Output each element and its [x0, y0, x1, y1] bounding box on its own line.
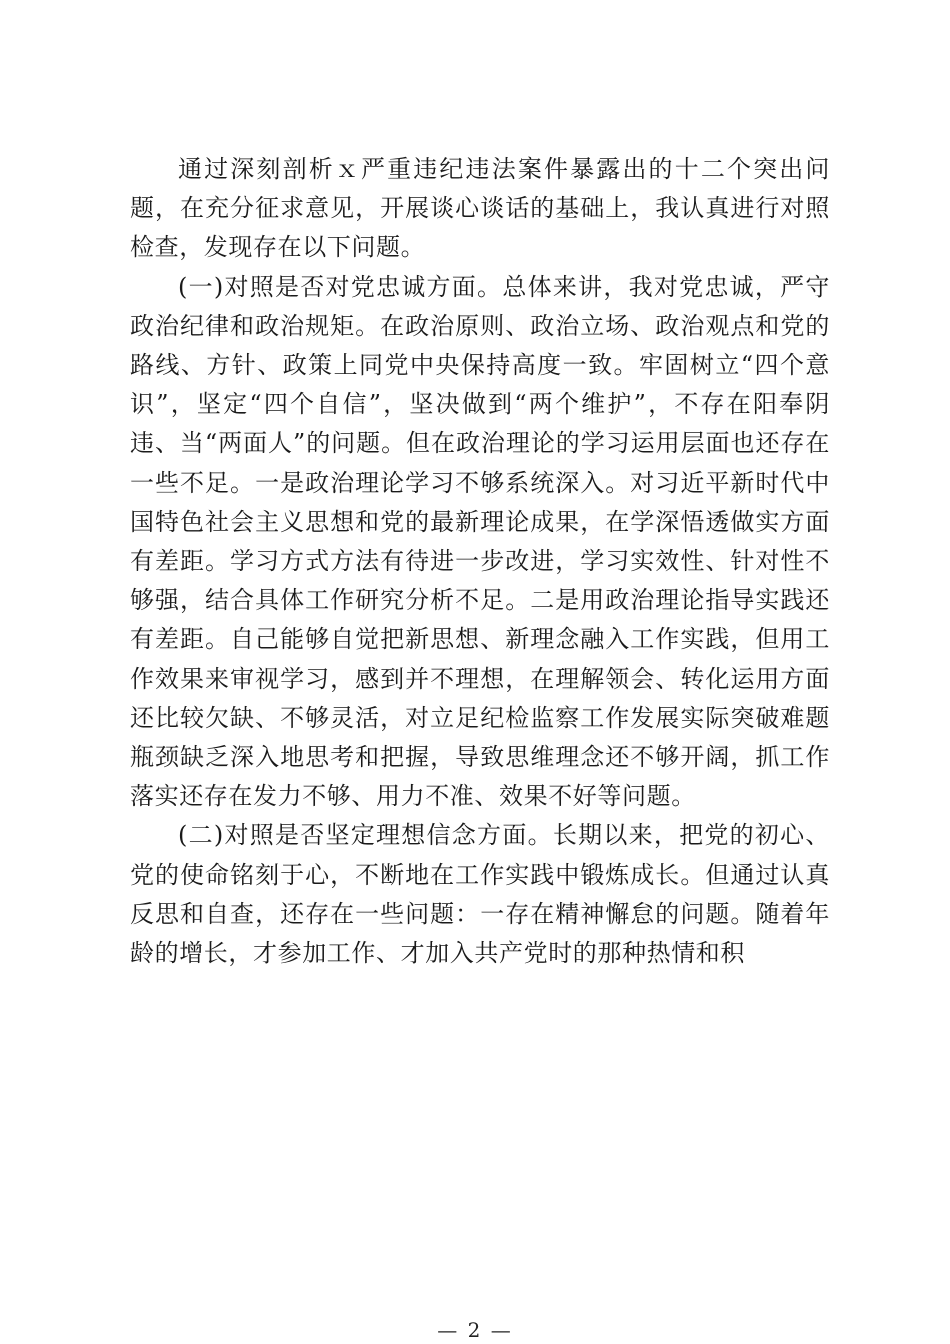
paragraph-section-2: (二)对照是否坚定理想信念方面。长期以来，把党的初心、党的使命铭刻于心，不断地在工作实践中锻炼成长。但通过认真反思和自查，还存在一些问题：一存在精神懈怠的问题。随着年龄的增长，才参加工作、才加入共产党时的那种热情和积	[130, 821, 830, 968]
page-number: — 2 —	[437, 1318, 513, 1342]
document-body	[130, 150, 830, 973]
paragraph-intro: 通过深刻剖析ｘ严重违纪违法案件暴露出的十二个突出问题，在充分征求意见，开展谈心谈话的基础上，我认真进行对照检查，发现存在以下问题。	[130, 155, 830, 262]
paragraph-section-1: (一)对照是否对党忠诚方面。总体来讲，我对党忠诚，严守政治纪律和政治规矩。在政治原则、政治立场、政治观点和党的路线、方针、政策上同党中央保持高度一致。牢固树立“四个意识”，坚定“四个自信”，坚决做到“两个维护”，不存在阳奉阴违、当“两面人”的问题。但在政治理论的学习运用层面也还存在一些不足。一是政治理论学习不够系统深入。对习近平新时代中国特色社会主义思想和党的最新理论成果，在学深悟透做实方面有差距。学习方式方法有待进一步改进，学习实效性、针对性不够强，结合具体工作研究分析不足。二是用政治理论指导实践还有差距。自己能够自觉把新思想、新理念融入工作实践，但用工作效果来审视学习，感到并不理想，在理解领会、转化运用方面还比较欠缺、不够灵活，对立足纪检监察工作发展实际突破难题瓶颈缺乏深入地思考和把握，导致思维理念还不够开阔，抓工作落实还存在发力不够、用力不准、效果不好等问题。	[130, 272, 830, 811]
